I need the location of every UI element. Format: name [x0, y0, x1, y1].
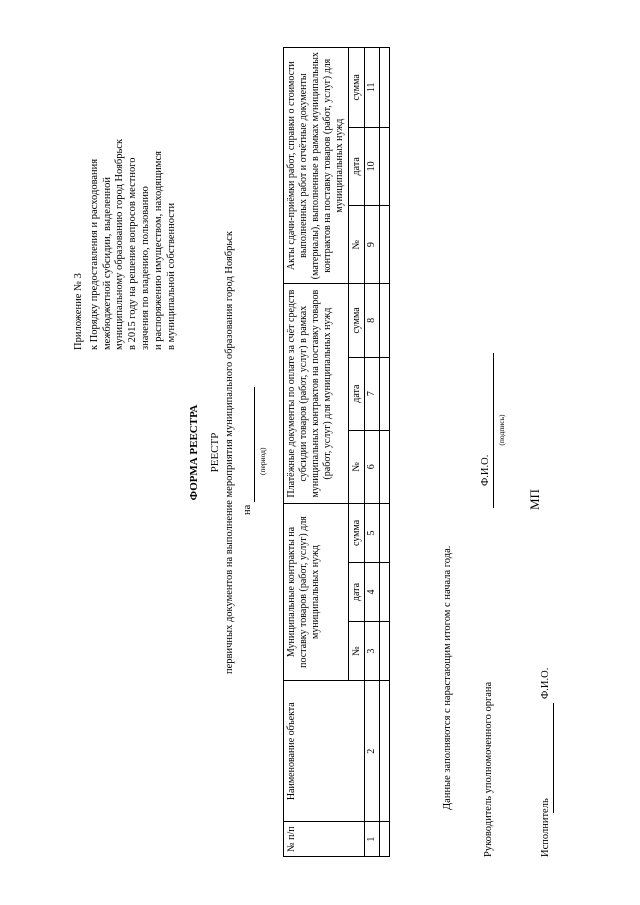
empty-cell [380, 48, 390, 128]
appendix-line: к Порядку предоставления и расходования [88, 158, 100, 350]
appendix-line: в муниципальной собственности [165, 202, 177, 350]
period-line [242, 387, 255, 515]
executor-label: Исполнитель [540, 798, 551, 857]
appendix-line: значения по владению, пользованию [139, 186, 151, 350]
registry-subtitle: первичных документов на выполнение мероприятия муниципального образования город Ноябрьск [224, 231, 235, 674]
stamp-place: МП [527, 489, 542, 510]
appendix-line: муниципальному образованию город Ноябрьск [114, 138, 126, 350]
registry-title: РЕЕСТР [209, 432, 221, 473]
subheader-cell: сумма [349, 284, 365, 357]
header-acts: Акты сдачи-приёмки работ, справки о стоимости выполненных работ и отчётные документы (материалы), выполненные в рамках муниципальных контрактов на поставку товаров (работ, услуг) для муниципальных нужд [284, 48, 349, 284]
appendix-line: межбюджетной субсидии, выделенной [101, 176, 113, 350]
header-contracts: Муниципальные контракты на поставку товаров (работ, услуг) для муниципальных нужд [284, 503, 349, 680]
appendix-line: в 2015 году на решение вопросов местного [127, 157, 139, 350]
empty-cell [380, 206, 390, 284]
empty-cell [380, 430, 390, 503]
appendix-title: Приложение № 3 [73, 273, 84, 350]
period-blank [244, 387, 255, 502]
header-payments: Платёжные документы по оплате за счёт средств субсидии товаров (работ, услуг) в рамках муниципальных контрактов на поставку товаров (работ, услуг) для муниципальных нужд [284, 284, 349, 504]
column-number: 9 [365, 206, 380, 284]
column-number: 5 [365, 503, 380, 562]
table-row-empty [380, 48, 390, 857]
empty-cell [380, 284, 390, 357]
period-caption: (период) [258, 447, 267, 475]
empty-cell [380, 822, 390, 857]
column-number: 6 [365, 430, 380, 503]
empty-cell [380, 357, 390, 430]
subheader-cell: № [349, 430, 365, 503]
registry-table [283, 47, 390, 857]
table-number-row [365, 48, 380, 857]
subheader-cell: дата [349, 127, 365, 205]
executor-fio-label: Ф.И.О. [540, 667, 551, 699]
subheader-cell: № [349, 622, 365, 681]
header-object: Наименование объекта [284, 681, 365, 822]
executor-blank [553, 703, 554, 813]
subheader-cell: сумма [349, 48, 365, 128]
column-number: 1 [365, 822, 380, 857]
empty-cell [380, 681, 390, 822]
signature-blank [493, 353, 494, 508]
empty-cell [380, 503, 390, 562]
empty-cell [380, 127, 390, 205]
period-prefix: на [242, 504, 253, 515]
appendix-line: и распоряжению имуществом, находящимся [152, 151, 164, 350]
column-number: 7 [365, 357, 380, 430]
column-number: 2 [365, 681, 380, 822]
table-header-row [284, 48, 349, 857]
subheader-cell: сумма [349, 503, 365, 562]
signature-caption: (подпись) [497, 414, 506, 446]
column-number: 10 [365, 127, 380, 205]
column-number: 3 [365, 622, 380, 681]
column-number: 4 [365, 562, 380, 621]
subheader-cell: дата [349, 562, 365, 621]
subheader-cell: № [349, 206, 365, 284]
header-num: № п/п [284, 822, 365, 857]
empty-cell [380, 562, 390, 621]
column-number: 11 [365, 48, 380, 128]
appendix-block [73, 10, 178, 350]
head-fio-label: Ф.И.О. [480, 454, 491, 486]
subheader-cell: дата [349, 357, 365, 430]
column-number: 8 [365, 284, 380, 357]
form-title: ФОРМА РЕЕСТРА [188, 404, 200, 501]
empty-cell [380, 622, 390, 681]
head-label: Руководитель уполномоченного органа [483, 681, 494, 857]
fill-note: Данные заполняются с нарастающим итогом с начала года. [442, 545, 453, 810]
